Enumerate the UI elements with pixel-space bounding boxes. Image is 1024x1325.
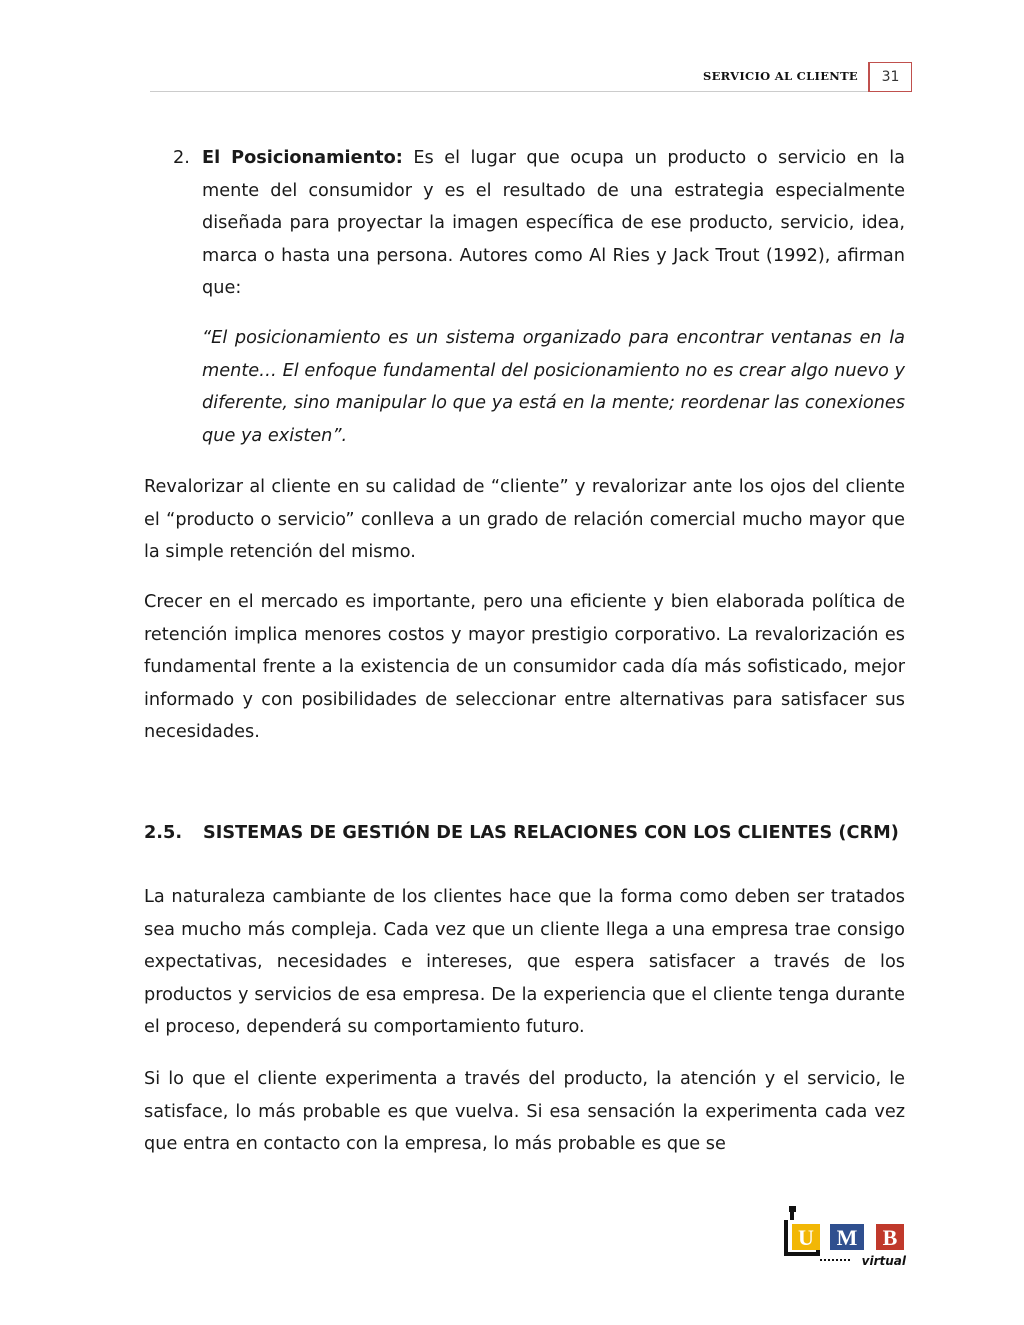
paragraph-naturaleza: La naturaleza cambiante de los clientes hace que la forma como deben ser tratados sea mucho más compleja. Cada vez que un cliente llega a una empresa trae consigo expectativas, necesidades e intereses, que espera satisfacer a través de los productos y servicios de esa empresa. De la experiencia que el cliente tenga durante el proceso, dependerá su comportamiento futuro. <box>144 887 905 1038</box>
logo-letter-u: U <box>798 1225 814 1250</box>
list-item-number: 2. <box>173 148 190 168</box>
section-heading <box>144 817 905 849</box>
header-rule <box>150 91 868 92</box>
logo-subtitle: virtual <box>861 1254 906 1268</box>
list-item-body: Es el lugar que ocupa un producto o servicio en la mente del consumidor y es el resultado de una estrategia especialmente diseñada para proyectar la imagen específica de ese producto, servicio, idea, marca o hasta una persona. Autores como Al Ries y Jack Trout (1992), afirman que: <box>202 148 905 299</box>
page-header <box>0 62 1024 92</box>
page-number: 31 <box>881 69 900 85</box>
quote-block: “El posicionamiento es un sistema organizado para encontrar ventanas en la mente… El enfoque fundamental del posicionamiento no es crear algo nuevo y diferente, sino manipular lo que ya está en la mente; reordenar las conexiones que ya existen”. <box>202 328 905 446</box>
umb-virtual-logo <box>778 1204 910 1270</box>
paragraph-revalorizar: Revalorizar al cliente en su calidad de “cliente” y revalorizar ante los ojos del cliente el “producto o servicio” conlleva a un grado de relación comercial mucho mayor que la simple retención del mismo. <box>144 477 905 563</box>
list-item-term: El Posicionamiento: <box>202 148 403 168</box>
umb-logo-graphic <box>778 1204 910 1270</box>
page-number-box <box>868 62 912 92</box>
paragraph-crecer: Crecer en el mercado es importante, pero una eficiente y bien elaborada política de retención implica menores costos y mayor prestigio corporativo. La revalorización es fundamental frente a la existencia de un consumidor cada día más sofisticado, mejor informado y con posibilidades de seleccionar entre alternativas para satisfacer sus necesidades. <box>144 592 905 743</box>
section-title: SISTEMAS DE GESTIÓN DE LAS RELACIONES CON LOS CLIENTES (CRM) <box>203 823 899 843</box>
logo-letter-m: M <box>836 1225 858 1250</box>
section-number: 2.5. <box>144 823 183 843</box>
paragraph-si-lo-que: Si lo que el cliente experimenta a través del producto, la atención y el servicio, le satisface, lo más probable es que vuelva. Si esa sensación la experimenta cada vez que entra en contacto con la empresa, lo más probable es que se <box>144 1069 905 1155</box>
running-title: SERVICIO AL CLIENTE <box>702 69 858 83</box>
list-item-text <box>202 142 905 305</box>
logo-letter-b: B <box>882 1225 898 1250</box>
